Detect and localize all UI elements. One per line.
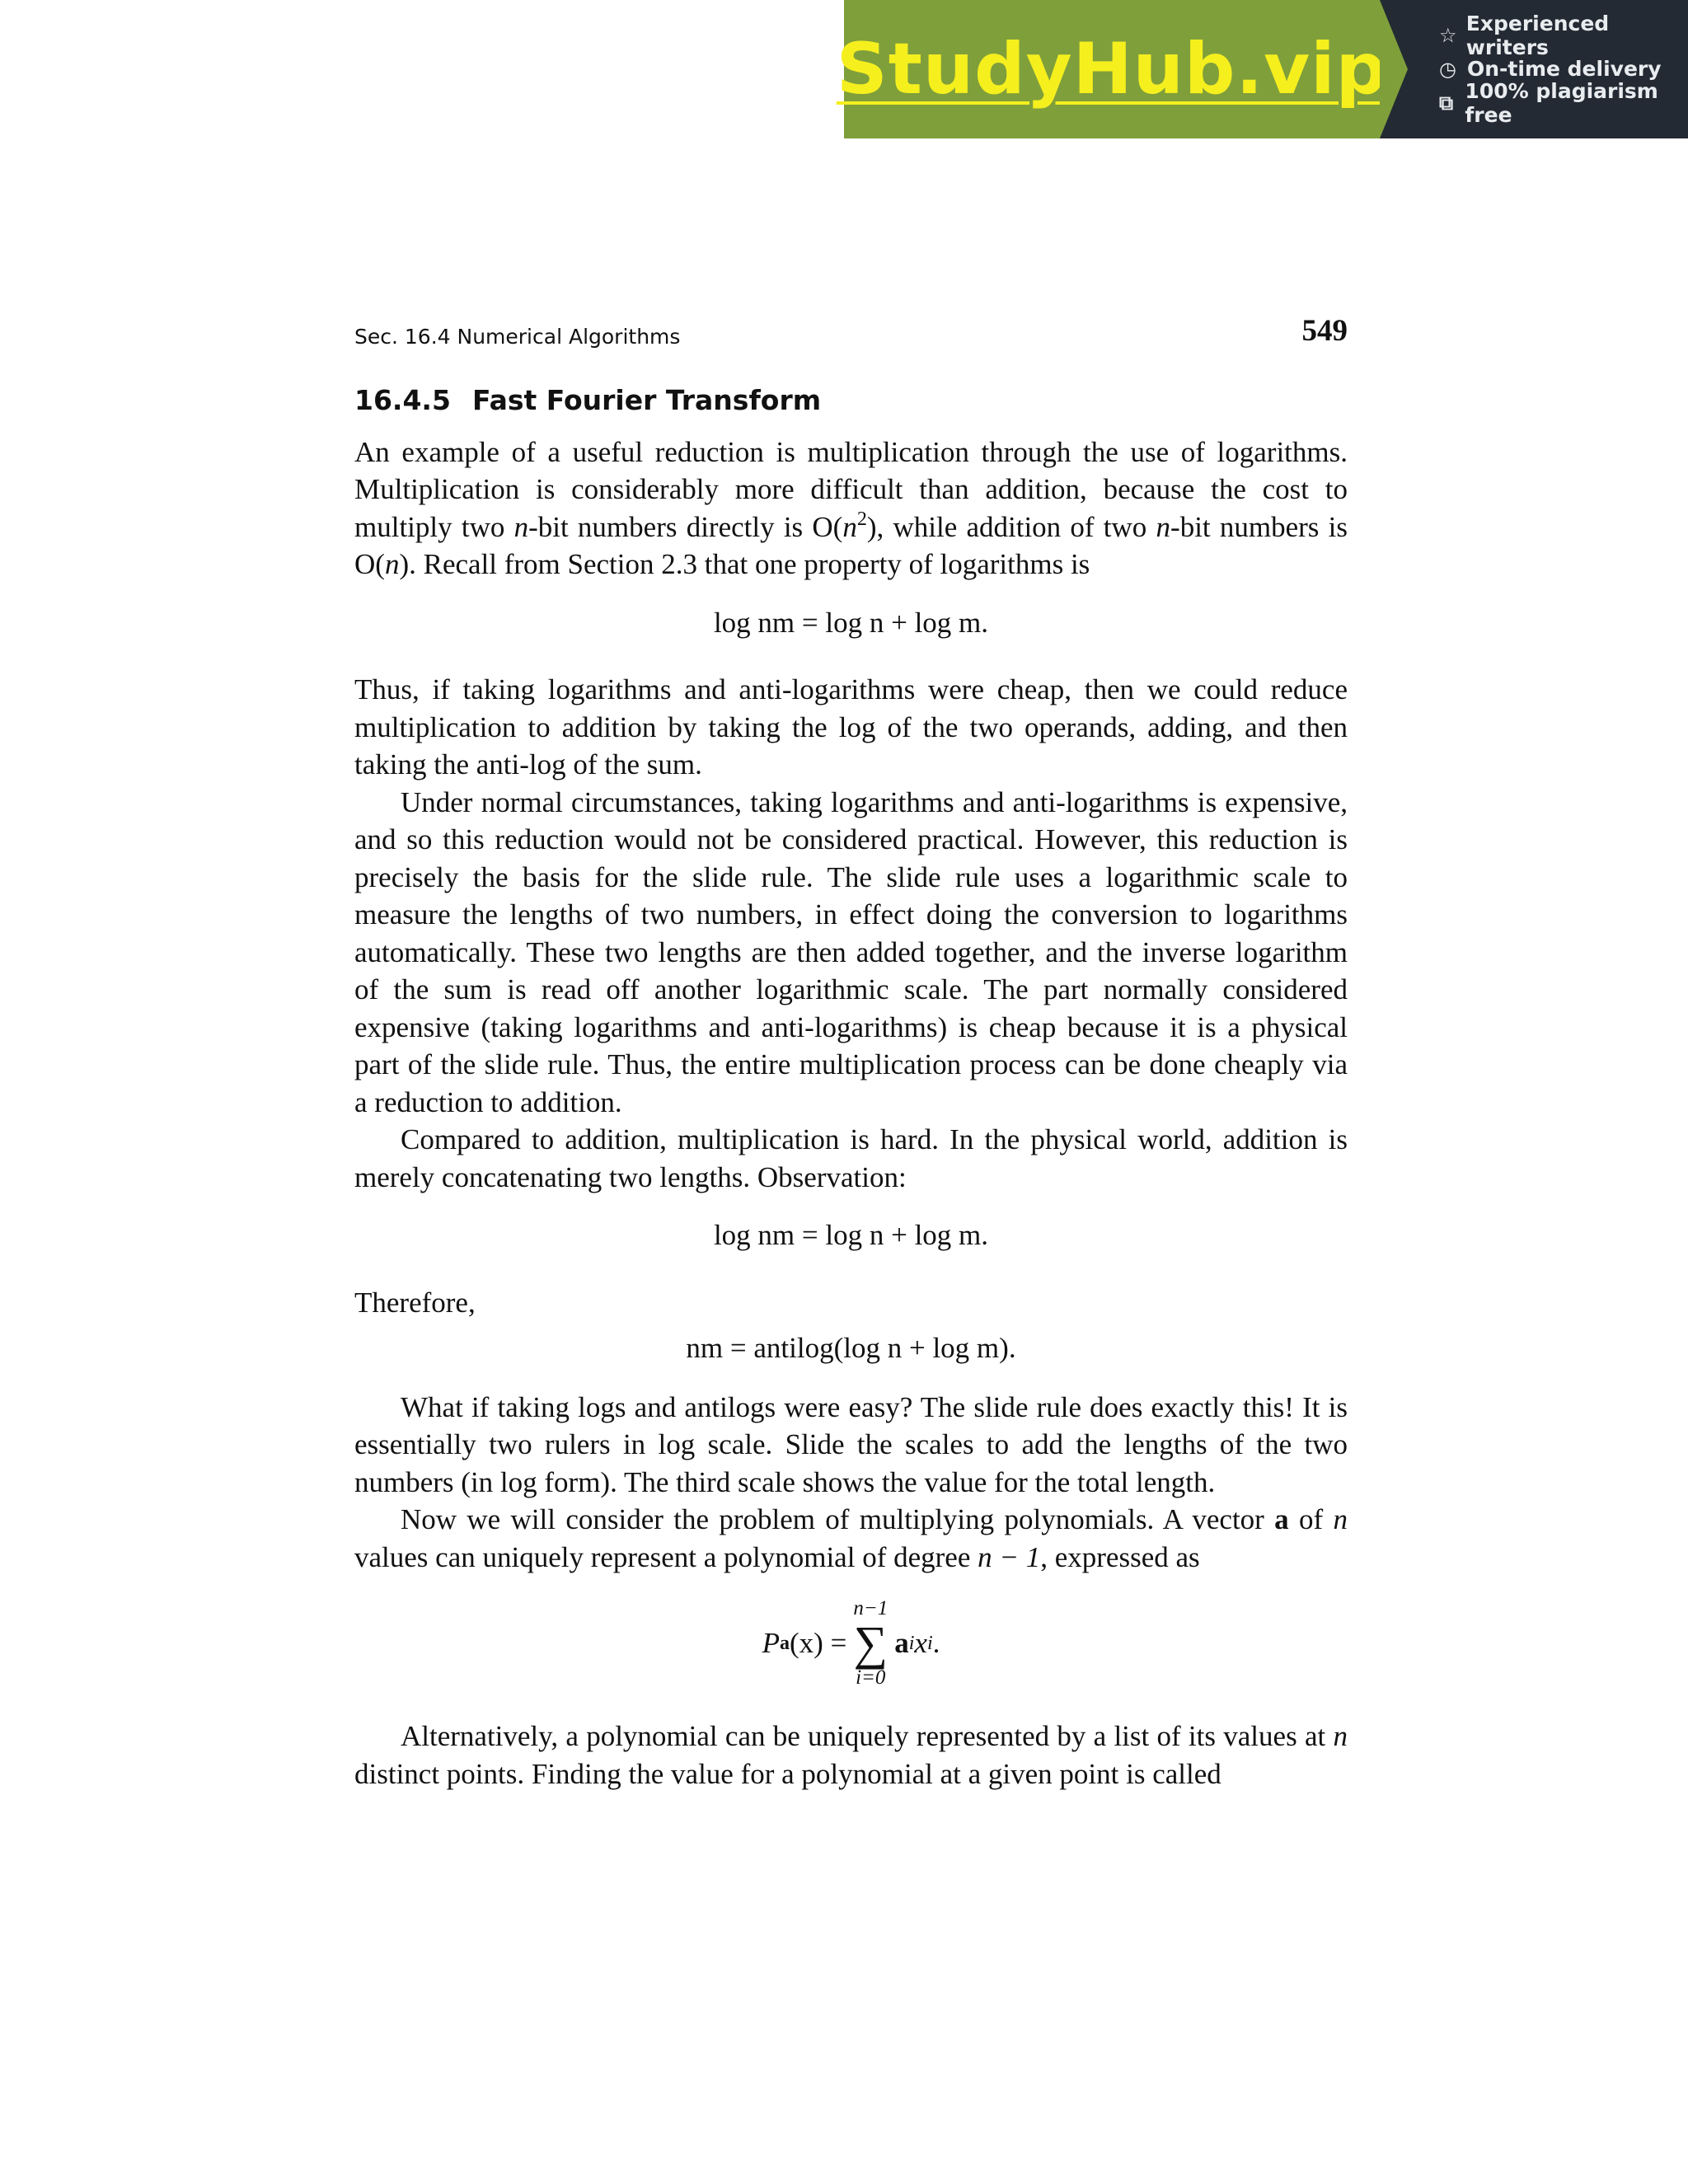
paragraph: An example of a useful reduction is multiplication through the use of logarithms. Multiplication is considerably more difficult than addition, because the cost to multiply two n-bit numbers directly is $O(n^2)$, while addition of two n-bit numbers is O(n). Recall from Section 2.3 that one property of logarithms is <box>354 435 1348 581</box>
paragraph: Now we will consider the problem of multiplying polynomials. A vector a of n values can uniquely represent a polynomial of degree n − 1, expressed as <box>354 1503 1348 1573</box>
feature-item <box>1439 78 1688 127</box>
feature-list <box>1380 0 1688 138</box>
section-title: Fast Fourier Transform <box>472 384 822 416</box>
equation: log nm = log n + log m. <box>713 606 989 639</box>
section-heading <box>354 384 1348 417</box>
page-number: 549 <box>1301 314 1348 348</box>
brand-logo[interactable] <box>836 0 1388 138</box>
running-head-title: Sec. 16.4 Numerical Algorithms <box>354 325 681 349</box>
equation: log nm = log n + log m. <box>713 1219 989 1252</box>
banner-arrow <box>1380 0 1408 138</box>
equation: nm = antilog(log n + log m). <box>686 1332 1016 1365</box>
feature-label: On-time delivery <box>1467 57 1662 81</box>
paragraph: Under normal circumstances, taking logarithms and anti-logarithms is expensive, and so this reduction would not be considered practical. However, this reduction is precisely the basis for the slide rule. The slide rule uses a logarithmic scale to measure the lengths of two numbers, in effect doing the conversion to logarithms automatically. These two lengths are then added together, and the inverse logarithm of the sum is read off another logarithmic scale. The part normally considered expensive (taking logarithms and anti-logarithms) is cheap because it is a physical part of the slide rule. Thus, the entire multiplication process can be done cheaply via a reduction to addition. <box>354 785 1348 1118</box>
paragraph: Thus, if taking logarithms and anti-logarithms were cheap, then we could reduce multiplication to addition by taking the log of the two operands, adding, and then taking the anti-log of the sum. <box>354 673 1348 781</box>
brand-name: StudyHub.vip <box>836 28 1388 110</box>
feature-item <box>1439 11 1688 59</box>
feature-label: 100% plagiarism free <box>1465 78 1658 127</box>
summation-symbol: n−1 ∑ i=0 <box>853 1597 889 1690</box>
clock-icon: ◷ <box>1439 57 1456 81</box>
section-number: 16.4.5 <box>354 384 451 416</box>
ad-banner[interactable] <box>836 0 1688 138</box>
paragraph: Compared to addition, multiplication is hard. In the physical world, addition is merely concatenating two lengths. Observation: <box>354 1123 1348 1193</box>
paragraph: What if taking logs and antilogs were easy? The slide rule does exactly this! It is essentially two rulers in log scale. Slide the scales to add the lengths of the two numbers (in log form). The third scale shows the value for the total length. <box>354 1390 1348 1498</box>
feature-label: Experienced writers <box>1465 11 1610 59</box>
running-head <box>354 313 1348 363</box>
summation-equation: P a (x) = n−1 ∑ i=0 a i x i . <box>762 1597 940 1690</box>
paragraph: Therefore, <box>354 1286 476 1319</box>
copy-icon: ⧉ <box>1439 91 1454 115</box>
book-page <box>354 313 1348 1793</box>
paragraph: Alternatively, a polynomial can be uniquely represented by a list of its values at n distinct points. Finding the value for a polynomial at a given point is called <box>354 1720 1348 1790</box>
star-icon: ☆ <box>1439 23 1457 47</box>
